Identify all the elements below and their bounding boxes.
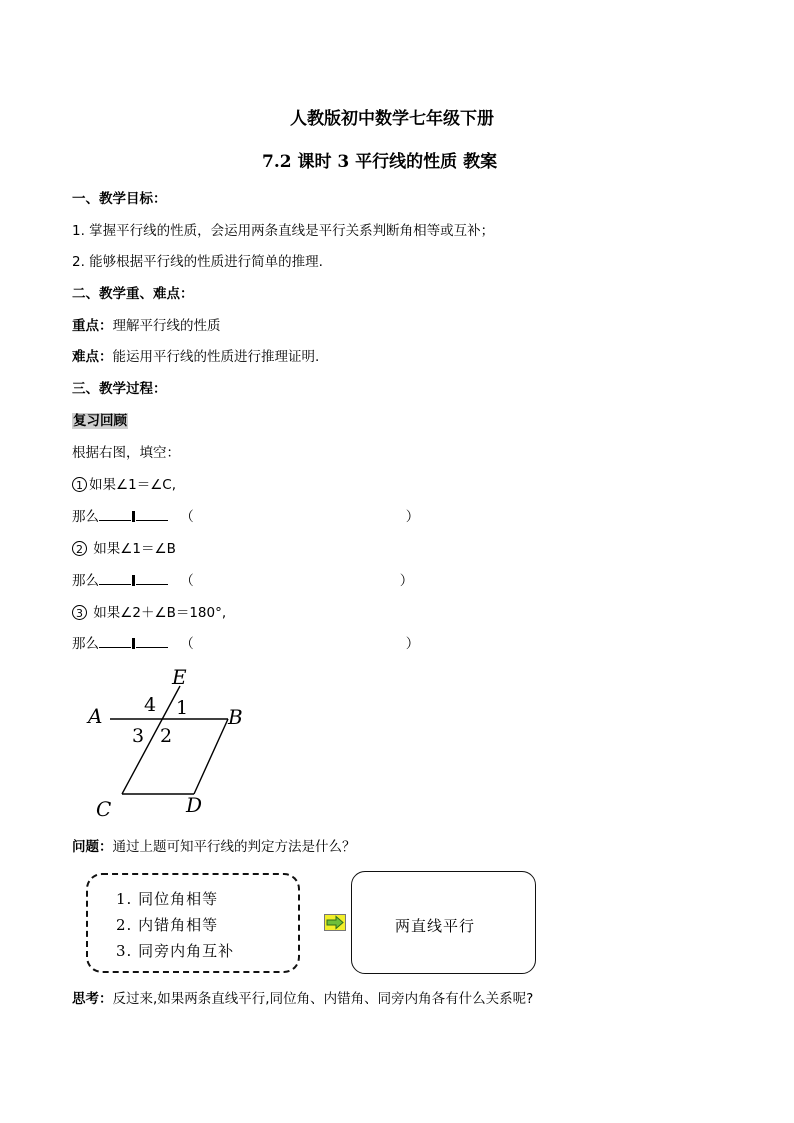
focus-label: 重点： [72, 318, 113, 334]
paren-open: （ [180, 573, 194, 589]
circled-number-2: 2 [72, 541, 87, 556]
label-e: E [172, 665, 187, 689]
geometry-figure [80, 664, 280, 824]
instruction: 根据右图，填空： [72, 445, 180, 461]
label-c: C [96, 797, 112, 821]
focus-line [72, 314, 221, 334]
goal-item-1: 1. 掌握平行线的性质，会运用两条直线是平行关系判断角相等或互补； [72, 223, 495, 239]
difficulty-label: 难点： [72, 349, 113, 365]
section-goals-heading: 一、教学目标： [72, 191, 167, 207]
circled-number-3: 3 [72, 605, 87, 620]
question-3-text: 如果∠2＋∠B＝180°, [89, 605, 227, 621]
section-keypoints-heading: 二、教学重、难点： [72, 286, 194, 302]
method-item-1: 1. 同位角相等 [116, 890, 219, 908]
question-1 [72, 473, 176, 493]
label-a: A [88, 704, 103, 728]
angle-4: 4 [144, 694, 157, 716]
doc-title: 人教版初中数学七年级下册 [290, 109, 494, 129]
paren-close: ） [399, 573, 414, 589]
label-b: B [228, 705, 243, 729]
then-label: 那么 [72, 636, 99, 652]
blank-field[interactable] [99, 508, 131, 521]
think-label: 思考： [72, 991, 113, 1007]
paren-close: ） [405, 509, 420, 525]
think-line [72, 987, 533, 1007]
paren-close: ） [405, 636, 420, 652]
angle-3: 3 [132, 725, 145, 747]
paren-open: （ [180, 636, 194, 652]
question-line [72, 835, 356, 855]
blank-field[interactable] [99, 635, 131, 648]
method-item-2: 2. 内错角相等 [116, 916, 219, 934]
question-3 [72, 601, 226, 621]
method-item-3: 3. 同旁内角互补 [116, 942, 235, 960]
angle-1: 1 [176, 697, 189, 719]
parallel-mark [132, 575, 135, 586]
doc-subtitle: 7.2 课时 3 平行线的性质 教案 [262, 152, 498, 172]
blank-field[interactable] [136, 508, 168, 521]
question-2 [72, 537, 176, 557]
label-d: D [186, 793, 203, 817]
question-1-text: 如果∠1＝∠C, [89, 477, 177, 493]
then-label: 那么 [72, 509, 99, 525]
question-label: 问题： [72, 839, 113, 855]
paren-open: （ [180, 509, 194, 525]
line-bd [194, 719, 228, 794]
angle-2: 2 [160, 725, 173, 747]
blank-field[interactable] [136, 572, 168, 585]
parallel-mark [132, 511, 135, 522]
answer-line-3 [72, 632, 419, 652]
review-label-text: 复习回顾 [73, 413, 127, 429]
goal-item-2: 2. 能够根据平行线的性质进行简单的推理. [72, 254, 323, 270]
answer-line-2 [72, 569, 413, 589]
blank-field[interactable] [136, 635, 168, 648]
parallel-mark [132, 638, 135, 649]
answer-line-1 [72, 505, 419, 525]
question-2-text: 如果∠1＝∠B [89, 541, 176, 557]
right-arrow-icon [324, 914, 346, 931]
section-process-heading: 三、教学过程： [72, 381, 167, 397]
circled-number-1: 1 [72, 477, 87, 492]
then-label: 那么 [72, 573, 99, 589]
think-text: 反过来,如果两条直线平行,同位角、内错角、同旁内角各有什么关系呢? [112, 991, 534, 1007]
difficulty-text: 能运用平行线的性质进行推理证明. [112, 349, 320, 365]
difficulty-line [72, 345, 319, 365]
result-text: 两直线平行 [395, 917, 476, 935]
focus-text: 理解平行线的性质 [112, 318, 221, 334]
question-text: 通过上题可知平行线的判定方法是什么？ [112, 839, 356, 855]
blank-field[interactable] [99, 572, 131, 585]
review-label [72, 409, 128, 429]
